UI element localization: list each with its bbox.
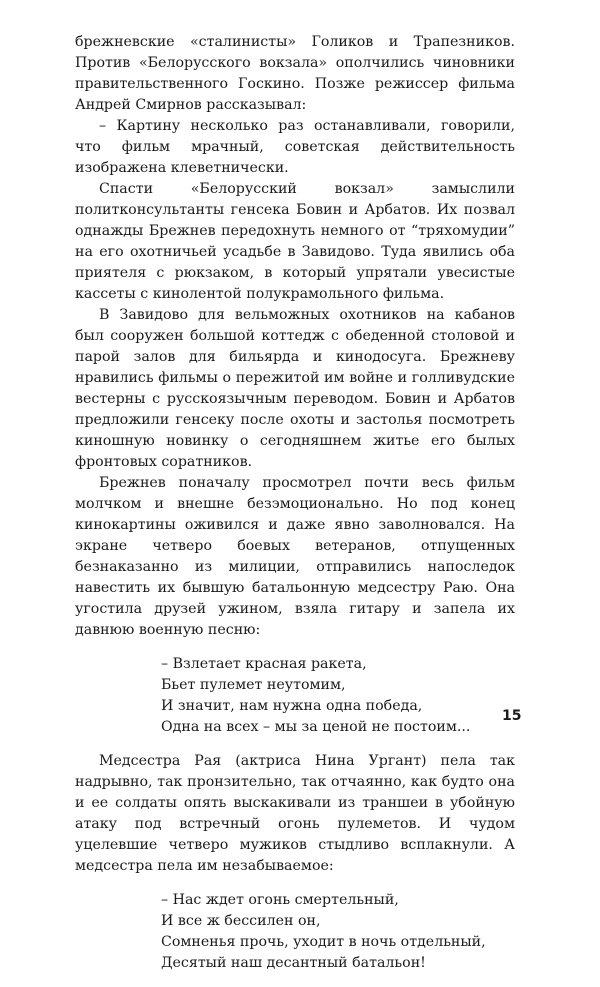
verse-line: Сомненья прочь, уходит в ночь отдельный,: [161, 934, 486, 950]
verse-line: Бьет пулемет неутомим,: [161, 677, 346, 693]
paragraph: Медсестра Рая (актриса Нина Ургант) пела так надрывно, так пронзительно, так отчаянно, как будто она и ее солдаты опять выскакивали из траншеи в убойную атаку под встречный огонь пулеметов. И чудом уцелевшие четверо мужиков стыдливо всплакнули. А медсестра пела им незабываемое:: [75, 753, 515, 874]
paragraph: В Завидово для вельможных охотников на кабанов был сооружен большой коттедж с обеденной столовой и парой залов для бильярда и кинодосуга. Брежневу нравились фильмы о пережитой им войне и голливудские вестерны с русскоязычным переводом. Бовин и Арбатов предложили генсеку после охоты и застолья посмотреть киношную новинку о сегодняшнем житье его былых фронтовых соратников.: [75, 307, 515, 470]
paragraph: Спасти «Белорусский вокзал» замыслили политконсультанты генсека Бовин и Арбатов. Их позвал однажды Брежнев передохнуть немного от “тряхомудии” на его охотничьей усадьбе в Завидово. Туда явились оба приятеля с рюкзаком, в который упрятали увесистые кассеты с кинолентой полукрамольного фильма.: [75, 181, 515, 302]
verse-line: – Нас ждет огонь смертельный,: [161, 892, 399, 908]
verse-line: И все ж бессилен он,: [161, 913, 321, 929]
paragraph: Брежнев поначалу просмотрел почти весь фильм молчком и внешне безэмоционально. Но под конец кинокартины оживился и даже явно заволновался. На экране четверо боевых ветеранов, отпущенных безнаказанно из милиции, отправились напоследок навестить их бывшую батальонную медсестру Раю. Она угостила друзей ужином, взяла гитару и запела их давнюю военную песню:: [75, 475, 515, 638]
page-number: 15: [502, 708, 522, 724]
paragraph: брежневские «сталинисты» Голиков и Трапезников. Против «Белорусского вокзала» ополчились чиновники правительственного Госкино. Позже режиссер фильма Андрей Смирнов рассказывал:: [75, 34, 515, 113]
paragraph: – Картину несколько раз останавливали, говорили, что фильм мрачный, советская действительность изображена клеветнически.: [75, 118, 515, 176]
song-verse: [161, 890, 515, 974]
verse-line: Одна на всех – мы за ценой не постоим...: [161, 719, 471, 735]
verse-line: – Взлетает красная ракета,: [161, 656, 367, 672]
verse-line: Десятый наш десантный батальон!: [161, 955, 426, 971]
page-body: [75, 32, 515, 987]
verse-line: И значит, нам нужна одна победа,: [161, 698, 423, 714]
song-verse: [161, 654, 515, 738]
